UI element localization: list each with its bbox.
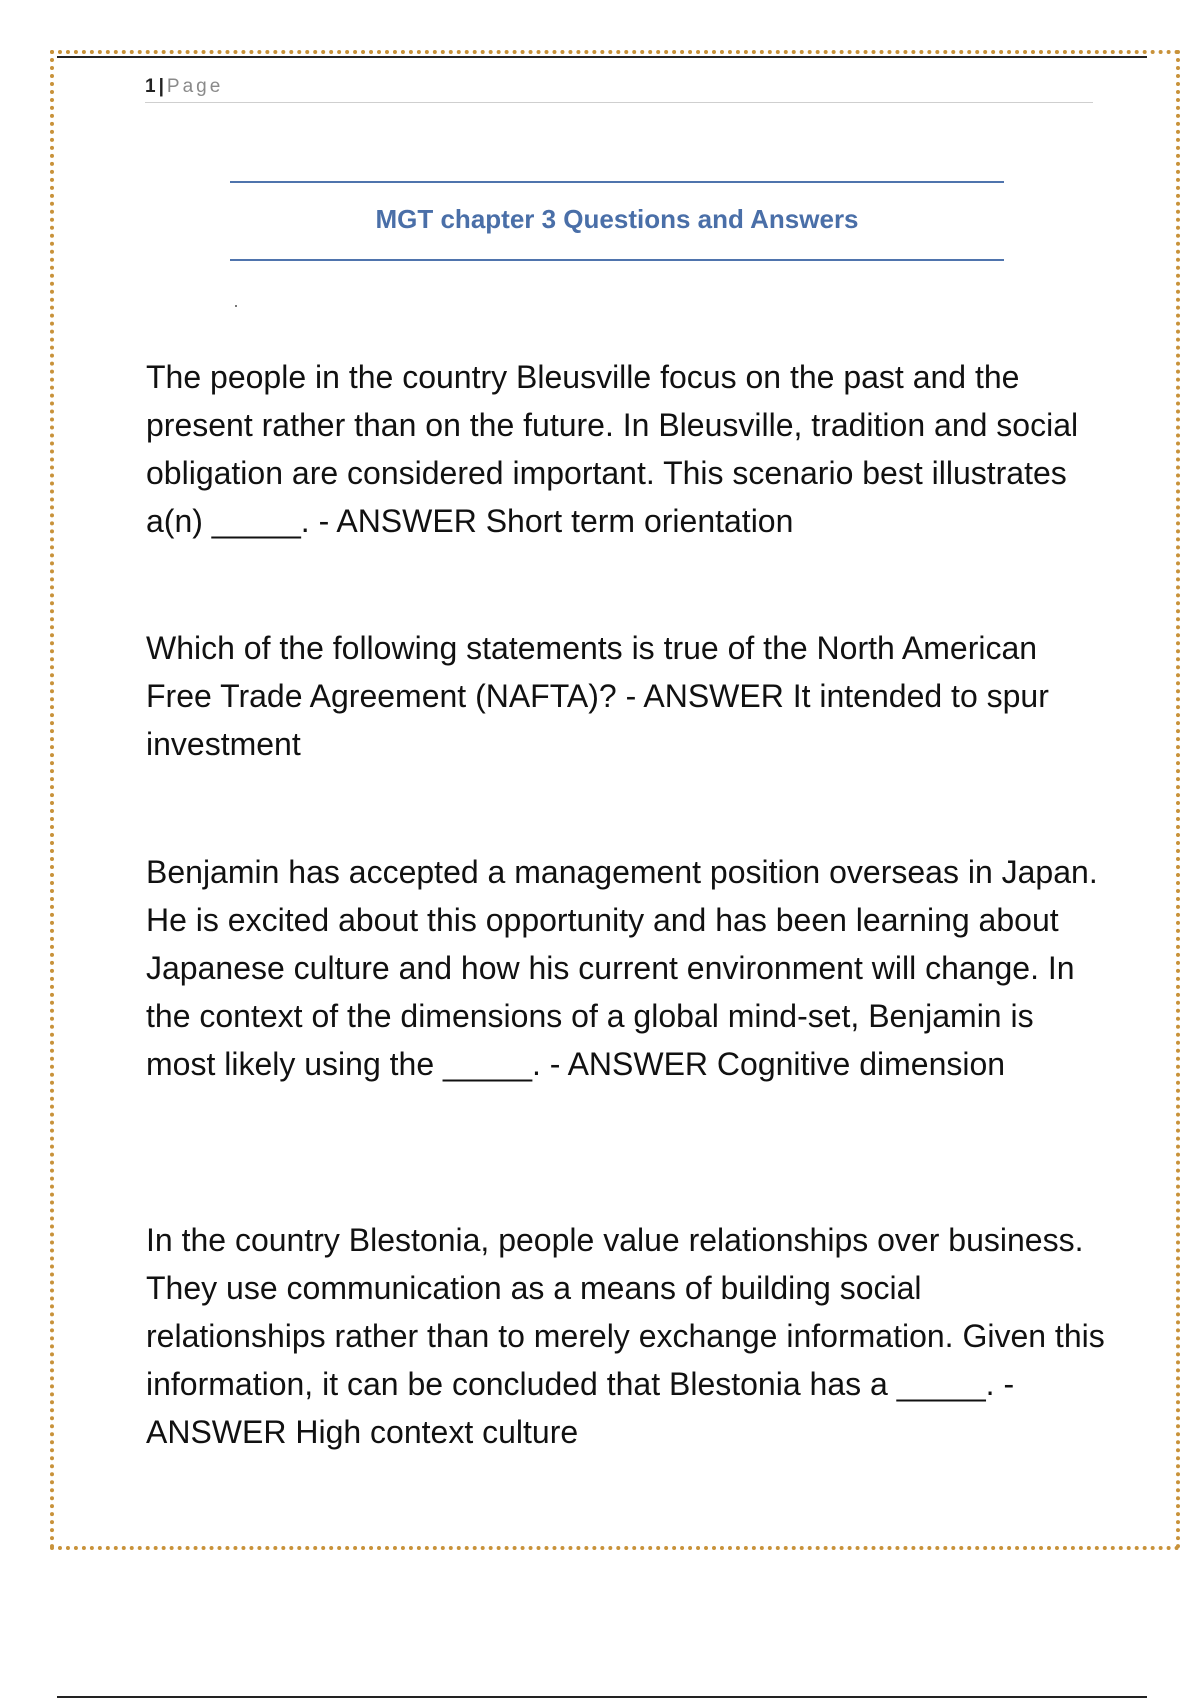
qa-item (146, 353, 1106, 545)
page-separator: | (158, 76, 164, 97)
qa-item (146, 1216, 1106, 1456)
page-label: Page (166, 76, 224, 97)
answer-text: Short term orientation (485, 503, 794, 539)
stray-mark (235, 305, 237, 307)
qa-item (146, 624, 1106, 768)
title-rule-top (230, 181, 1004, 183)
bottom-rule (57, 1696, 1147, 1698)
qa-item (146, 848, 1106, 1088)
top-rule (57, 56, 1147, 58)
question-text: Benjamin has accepted a management position overseas in Japan. He is excited about this opportunity and has been learning about Japanese culture and how his current environment will change. In the context of the dimensions of a global mind-set, Benjamin is most likely using the _____. (146, 854, 1098, 1082)
answer-prefix: - ANSWER (318, 503, 477, 539)
answer-text: It intended to spur investment (146, 678, 1049, 762)
page-header (145, 74, 1093, 103)
page-number: 1 (145, 76, 156, 97)
question-text: The people in the country Bleusville focus on the past and the present rather than on the future. In Bleusville, tradition and social obligation are considered important. This scenario best illustrates a(n) _____. (146, 359, 1079, 539)
title-rule-bottom (230, 259, 1004, 261)
question-text: Which of the following statements is true of the North American Free Trade Agreement (NAFTA)? (146, 630, 1038, 714)
question-text: In the country Blestonia, people value relationships over business. They use communication as a means of building social relationships rather than to merely exchange information. Given this information, it can be concluded that Blestonia has a _____. (146, 1222, 1105, 1402)
answer-prefix: - ANSWER (146, 1366, 1015, 1450)
answer-text: High context culture (295, 1414, 579, 1450)
document-title: MGT chapter 3 Questions and Answers (375, 204, 859, 234)
answer-text: Cognitive dimension (716, 1046, 1006, 1082)
answer-prefix: - ANSWER (625, 678, 784, 714)
answer-prefix: - ANSWER (549, 1046, 709, 1082)
